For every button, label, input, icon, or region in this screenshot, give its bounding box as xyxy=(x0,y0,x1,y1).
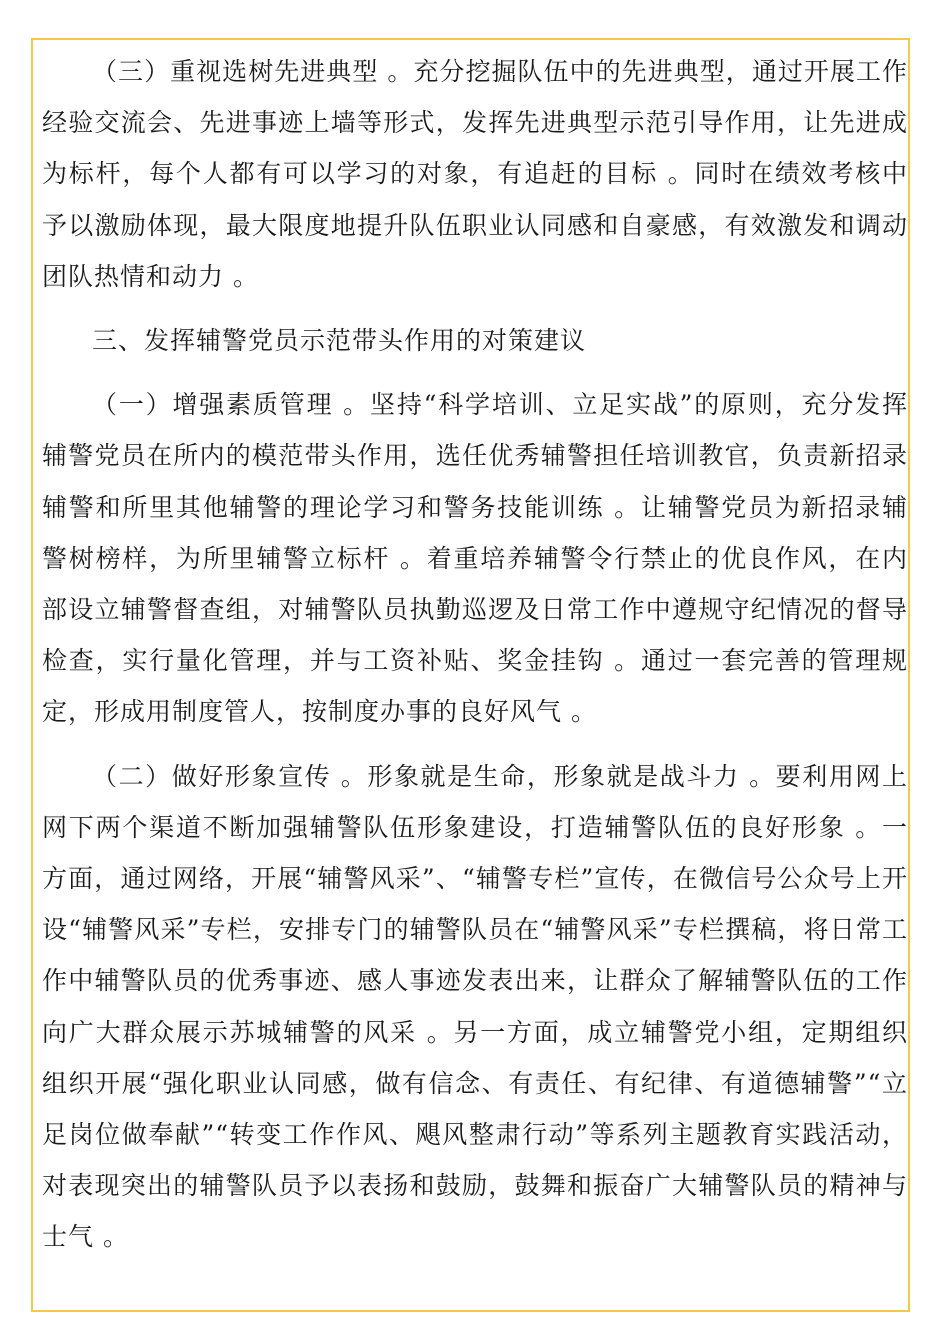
paragraph-quality-management: （一）增强素质管理 。坚持“科学培训、立足实战”的原则，充分发挥辅警党员在所内的模范带头作用，选任优秀辅警担任培训教官，负责新招录辅警和所里其他辅警的理论学习和警务技能训练 。让辅警党员为新招录辅警树榜样，为所里辅警立标杆 。着重培养辅警令行禁止的优良作风，在内部设立辅警督查组，对辅警队员执勤巡逻及日常工作中遵规守纪情况的督导检查，实行量化管理，并与工资补贴、奖金挂钩 。通过一套完善的管理规定，形成用制度管人，按制度办事的良好风气 。 xyxy=(42,390,908,727)
document-body xyxy=(42,46,908,1263)
paragraph-select-advanced-models: （三）重视选树先进典型 。充分挖掘队伍中的先进典型，通过开展工作经验交流会、先进事迹上墙等形式，发挥先进典型示范引导作用，让先进成为标杆，每个人都有可以学习的对象，有追赶的目标 。同时在绩效考核中予以激励体现，最大限度地提升队伍职业认同感和自豪感，有效激发和调动团队热情和动力 。 xyxy=(42,57,908,291)
paragraph-image-publicity: （二）做好形象宣传 。形象就是生命，形象就是战斗力 。要利用网上网下两个渠道不断加强辅警队伍形象建设，打造辅警队伍的良好形象 。一方面，通过网络，开展“辅警风采”、“辅警专栏”宣传，在微信号公众号上开设“辅警风采”专栏，安排专门的辅警队员在“辅警风采”专栏撰稿，将日常工作中辅警队员的优秀事迹、感人事迹发表出来，让群众了解辅警队伍的工作向广大群众展示苏城辅警的风采 。另一方面，成立辅警党小组，定期组织组织开展“强化职业认同感，做有信念、有责任、有纪律、有道德辅警”“立足岗位做奉献”“转变工作作风、飓风整肃行动”等系列主题教育实践活动，对表现突出的辅警队员予以表扬和鼓励，鼓舞和振奋广大辅警队员的精神与士气 。 xyxy=(42,761,908,1252)
section-heading-3: 三、发挥辅警党员示范带头作用的对策建议 xyxy=(92,326,587,356)
